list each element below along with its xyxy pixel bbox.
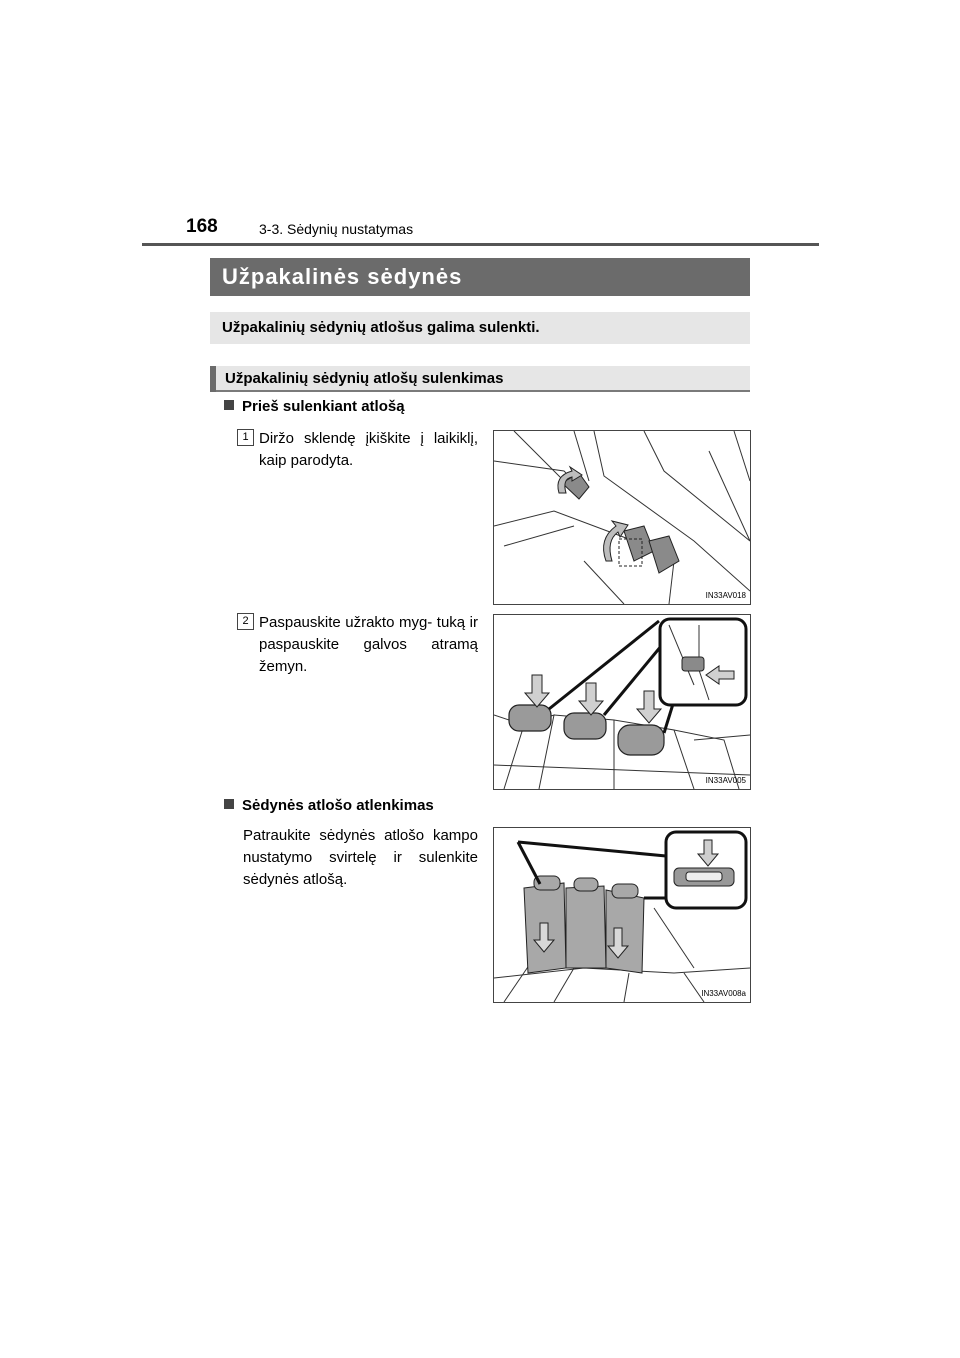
page-number: 168 xyxy=(186,216,218,237)
header-rule xyxy=(142,243,819,246)
seatback-lever-illustration xyxy=(494,828,750,1002)
figure-code-1: IN33AV018 xyxy=(705,591,746,600)
bullet-before-folding-label: Prieš sulenkiant atlošą xyxy=(242,398,405,415)
step-number-2: 2 xyxy=(237,613,254,630)
step-number-1: 1 xyxy=(237,429,254,446)
figure-code-2: IN33AV005 xyxy=(705,776,746,785)
bullet-square-icon xyxy=(224,799,234,809)
step-2-text: Paspauskite užrakto myg- tuką ir paspauskite galvos atramą žemyn. xyxy=(259,614,478,675)
page-title: Užpakalinės sėdynės xyxy=(222,264,463,289)
step-1-text: Diržo sklendę įkiškite į laikiklį, kaip parodyta. xyxy=(259,430,478,469)
belt-holder-illustration xyxy=(494,431,750,604)
figure-headrest-lock xyxy=(493,614,751,790)
headrest-lock-illustration xyxy=(494,615,750,789)
figure-code-3: IN33AV008a xyxy=(701,989,746,998)
bullet-unfolding-label: Sėdynės atlošo atlenkimas xyxy=(242,797,434,814)
figure-seatback-lever xyxy=(493,827,751,1003)
bullet-before-folding xyxy=(224,398,405,415)
figure-belt-holder xyxy=(493,430,751,605)
section-label: 3-3. Sėdynių nustatymas xyxy=(259,221,414,237)
subheading-text: Užpakalinių sėdynių atlošų sulenkimas xyxy=(225,370,504,387)
bullet-square-icon xyxy=(224,400,234,410)
subheading-accent xyxy=(210,366,216,392)
intro-text: Užpakalinių sėdynių atlošus galima sulenkti. xyxy=(222,319,540,336)
unfolding-text: Patraukite sėdynės atlošo kampo nustatymo svirtelę ir sulenkite sėdynės atlošą. xyxy=(243,827,478,888)
bullet-unfolding xyxy=(224,797,434,814)
